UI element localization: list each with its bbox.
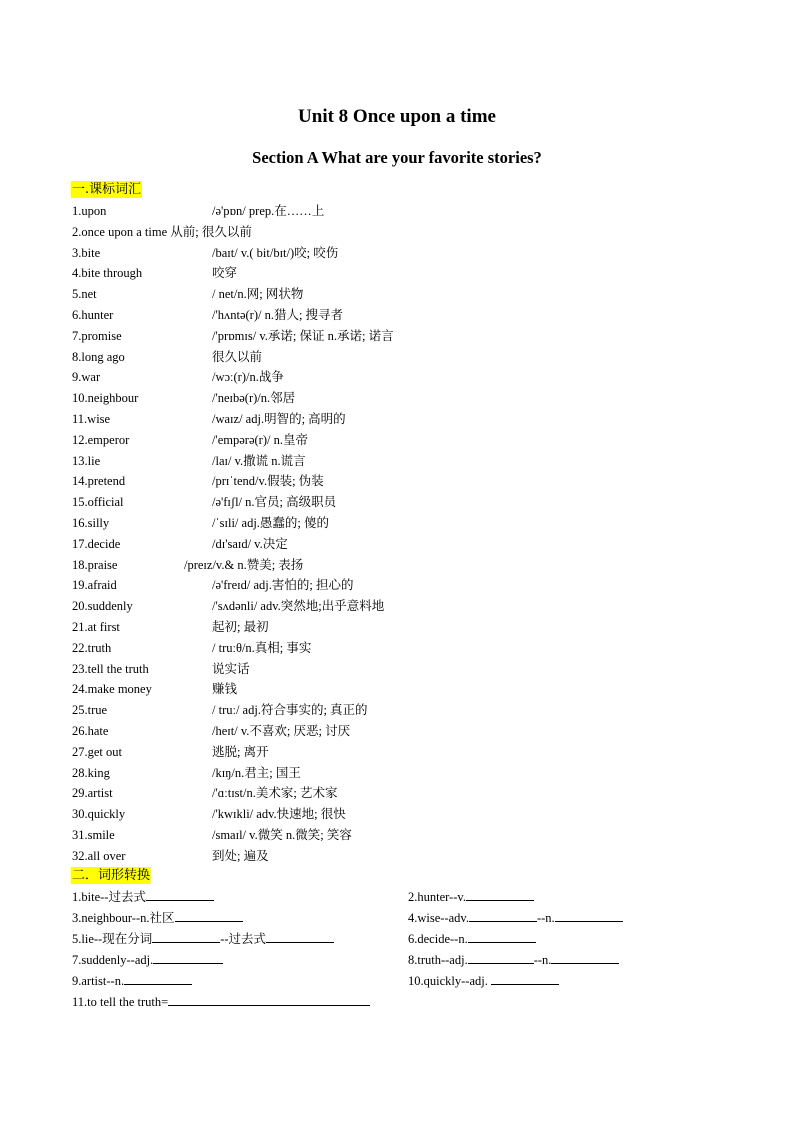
vocab-definition: 说实话 [212, 661, 250, 676]
vocab-word: 4.bite through [72, 266, 143, 281]
vocab-word: 13.lie [72, 453, 101, 468]
vocab-definition: /'ɑːtɪst/n.美术家; 艺术家 [212, 786, 338, 801]
vocab-definition: 赚钱 [212, 682, 238, 697]
vocab-word: 17.decide [72, 536, 121, 551]
exercise-prompt: 9.artist--n. [72, 974, 125, 988]
vocab-row [72, 326, 394, 347]
vocab-word: 24.make money [72, 682, 152, 697]
vocab-definition: 到处; 遍及 [212, 848, 269, 863]
exercise-item [408, 908, 623, 928]
vocab-definition: 咬穿 [212, 266, 238, 281]
exercise-prompt: 1.bite--过去式 [72, 890, 146, 904]
vocab-definition: /ˈsɪli/ adj.愚蠢的; 傻的 [212, 515, 330, 530]
exercise-item [72, 992, 370, 1012]
vocab-word: 9.war [72, 370, 101, 385]
vocab-row [72, 638, 312, 659]
exercise-item [408, 971, 559, 991]
vocab-word: 22.truth [72, 640, 112, 655]
vocab-definition: /'empərə(r)/ n.皇帝 [212, 432, 308, 447]
answer-blank[interactable] [466, 887, 534, 901]
answer-blank[interactable] [266, 929, 334, 943]
vocab-definition: /'hʌntə(r)/ n.猎人; 搜寻者 [212, 307, 344, 322]
vocab-row [72, 825, 352, 846]
vocab-word: 32.all over [72, 848, 126, 863]
vocab-definition: /baɪt/ v.( bit/bɪt/)咬; 咬伤 [212, 245, 339, 260]
section-heading-vocab: 一.课标词汇 [72, 182, 142, 197]
vocab-row [72, 596, 385, 617]
vocab-row [72, 804, 346, 825]
vocab-row [72, 367, 284, 388]
vocab-row [72, 347, 263, 368]
vocab-row [72, 284, 304, 305]
vocab-definition: / truː/ adj.符合事实的; 真正的 [212, 703, 368, 718]
vocab-word: 23.tell the truth [72, 661, 149, 676]
vocab-row [72, 492, 337, 513]
vocab-row [72, 763, 301, 784]
vocab-word: 28.king [72, 765, 110, 780]
exercise-item [72, 971, 192, 991]
exercise-prompt: 5.lie--现在分词 [72, 932, 153, 946]
vocab-row [72, 409, 346, 430]
vocab-row [72, 555, 304, 576]
answer-blank[interactable] [469, 908, 537, 922]
vocab-word: 20.suddenly [72, 599, 133, 614]
vocab-word: 27.get out [72, 744, 122, 759]
answer-blank[interactable] [152, 929, 220, 943]
exercise-item [72, 887, 214, 907]
vocab-word: 21.at first [72, 619, 120, 634]
vocab-word: 31.smile [72, 827, 115, 842]
vocab-word: 11.wise [72, 411, 111, 426]
vocab-definition: /'sʌdənli/ adv.突然地;出乎意料地 [212, 599, 385, 614]
vocab-definition: /'neɪbə(r)/n.邻居 [212, 391, 296, 406]
vocab-list [72, 201, 394, 867]
exercise-prompt: --过去式 [220, 932, 267, 946]
exercise-item [72, 929, 334, 949]
exercise-prompt: --n. [536, 911, 555, 925]
exercise-prompt: 4.wise--adv. [408, 911, 469, 925]
vocab-row [72, 742, 269, 763]
vocab-definition: 起初; 最初 [212, 619, 269, 634]
vocab-definition: /dɪ'saɪd/ v.决定 [212, 536, 288, 551]
section-title: Section A What are your favorite stories? [252, 148, 542, 167]
vocab-row [72, 846, 269, 867]
answer-blank[interactable] [124, 971, 192, 985]
vocab-row [72, 783, 338, 804]
vocab-definition: /heɪt/ v.不喜欢; 厌恶; 讨厌 [212, 723, 351, 738]
exercise-item [72, 950, 223, 970]
vocab-definition: /preɪz/v.& n.赞美; 表扬 [184, 557, 304, 572]
vocab-row [72, 243, 339, 264]
vocab-word: 26.hate [72, 723, 109, 738]
vocab-row [72, 534, 288, 555]
exercise-prompt: 11.to tell the truth= [72, 995, 169, 1009]
vocab-definition: / net/n.网; 网状物 [212, 287, 304, 302]
vocab-word: 15.official [72, 495, 124, 510]
vocab-word: 30.quickly [72, 807, 126, 822]
vocab-word: 19.afraid [72, 578, 117, 593]
vocab-word: 3.bite [72, 245, 101, 260]
section-heading-word-forms: 二．词形转换 [72, 868, 151, 883]
vocab-definition: /wɔː(r)/n.战争 [212, 370, 284, 385]
vocab-definition: /prɪˈtend/v.假装; 伪装 [212, 474, 324, 489]
answer-blank[interactable] [468, 950, 534, 964]
vocab-word: 29.artist [72, 786, 113, 801]
vocab-row [72, 201, 325, 222]
vocab-row [72, 513, 330, 534]
vocab-definition: 从前; 很久以前 [170, 224, 252, 239]
vocab-definition: /'kwɪkli/ adv.快速地; 很快 [212, 807, 346, 822]
vocab-word: 16.silly [72, 515, 110, 530]
vocab-row [72, 721, 351, 742]
vocab-row [72, 388, 296, 409]
answer-blank[interactable] [551, 950, 619, 964]
vocab-definition: /ə'fɪʃl/ n.官员; 高级职员 [212, 495, 337, 510]
vocab-row [72, 617, 269, 638]
vocab-row [72, 679, 252, 700]
answer-blank[interactable] [468, 929, 536, 943]
vocab-definition: / truːθ/n.真相; 事实 [212, 640, 312, 655]
vocab-definition: /kɪŋ/n.君主; 国王 [212, 765, 301, 780]
vocab-word: 25.true [72, 703, 108, 718]
vocab-definition: 很久以前 [212, 349, 263, 364]
vocab-definition: /waɪz/ adj.明智的; 高明的 [212, 411, 346, 426]
vocab-row [72, 659, 252, 680]
vocab-word: 6.hunter [72, 307, 114, 322]
vocab-word: 1.upon [72, 204, 107, 218]
exercise-item [72, 908, 243, 928]
exercise-prompt: 8.truth--adj. [408, 953, 468, 967]
vocab-row [72, 700, 368, 721]
vocab-row [72, 263, 252, 284]
exercise-prompt: 2.hunter--v. [408, 890, 466, 904]
vocab-word: 7.promise [72, 328, 122, 343]
answer-blank[interactable] [555, 908, 623, 922]
vocab-word: 14.pretend [72, 474, 126, 489]
vocab-word: 10.neighbour [72, 391, 139, 406]
answer-blank[interactable] [168, 992, 370, 1006]
vocab-row [72, 575, 354, 596]
vocab-definition: /ə'pɒn/ prep.在……上 [212, 204, 325, 218]
answer-blank[interactable] [146, 887, 214, 901]
answer-blank[interactable] [491, 971, 559, 985]
exercise-item [408, 950, 619, 970]
vocab-row [72, 471, 324, 492]
vocab-word: 5.net [72, 287, 97, 302]
vocab-word: 12.emperor [72, 432, 130, 447]
vocab-definition: /laɪ/ v.撒谎 n.谎言 [212, 453, 306, 468]
vocab-definition: 逃脱; 离开 [212, 744, 269, 759]
vocab-row [72, 451, 306, 472]
exercise-prompt: 7.suddenly--adj. [72, 953, 154, 967]
vocab-row [72, 430, 308, 451]
vocab-definition: /ə'freɪd/ adj.害怕的; 担心的 [212, 578, 354, 593]
vocab-word: 8.long ago [72, 349, 125, 364]
answer-blank[interactable] [175, 908, 243, 922]
answer-blank[interactable] [153, 950, 223, 964]
exercise-prompt: 10.quickly--adj. [408, 974, 488, 988]
exercise-prompt: --n. [533, 953, 552, 967]
exercise-prompt: 6.decide--n. [408, 932, 468, 946]
exercise-prompt: 3.neighbour--n.社区 [72, 911, 175, 925]
vocab-word: 2.once upon a time [72, 224, 168, 239]
vocab-word: 18.praise [72, 557, 118, 572]
exercise-item [408, 887, 534, 907]
vocab-definition: /smaɪl/ v.微笑 n.微笑; 笑容 [212, 827, 352, 842]
page-title: Unit 8 Once upon a time [298, 106, 496, 127]
vocab-row [72, 305, 344, 326]
exercise-item [408, 929, 536, 949]
vocab-row [72, 222, 252, 243]
vocab-definition: /'prɒmɪs/ v.承诺; 保证 n.承诺; 诺言 [212, 328, 394, 343]
